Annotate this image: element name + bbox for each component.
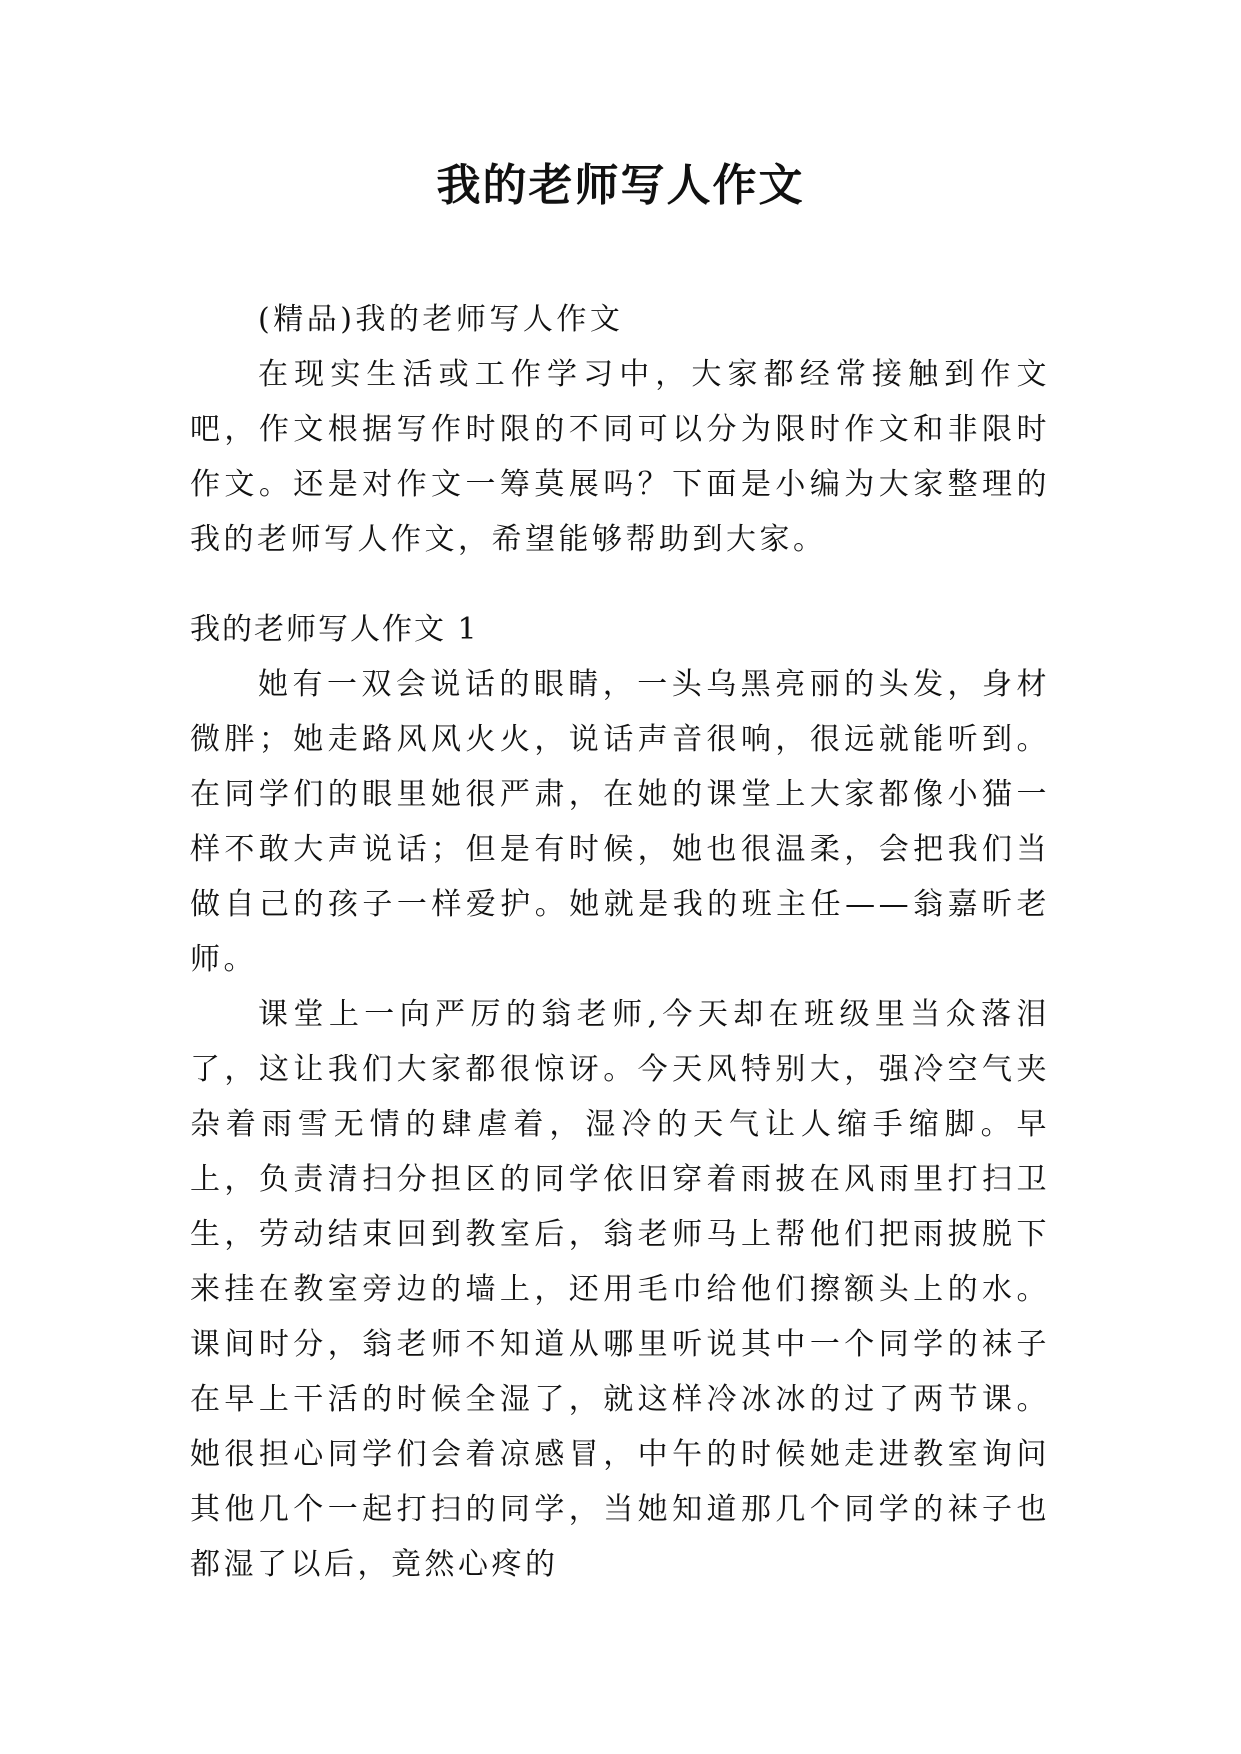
section-heading: 我的老师写人作文 1 xyxy=(190,612,479,647)
intro-paragraph: 在现实生活或工作学习中，大家都经常接触到作文吧，作文根据写作时限的不同可以分为限时作文和非限时作文。还是对作文一筹莫展吗？下面是小编为大家整理的我的老师写人作文，希望能够帮助到大家。 xyxy=(190,357,1050,557)
document-body xyxy=(190,292,1050,1592)
body-paragraph-2: 课堂上一向严厉的翁老师,今天却在班级里当众落泪了，这让我们大家都很惊讶。今天风特别大，强冷空气夹杂着雨雪无情的肆虐着，湿冷的天气让人缩手缩脚。早上，负责清扫分担区的同学依旧穿着雨披在风雨里打扫卫生，劳动结束回到教室后，翁老师马上帮他们把雨披脱下来挂在教室旁边的墙上，还用毛巾给他们擦额头上的水。课间时分，翁老师不知道从哪里听说其中一个同学的袜子在早上干活的时候全湿了，就这样冷冰冰的过了两节课。她很担心同学们会着凉感冒，中午的时候她走进教室询问其他几个一起打扫的同学，当她知道那几个同学的袜子也都湿了以后，竟然心疼的 xyxy=(190,997,1050,1582)
subtitle-line: (精品)我的老师写人作文 xyxy=(258,302,624,337)
body-paragraph-1: 她有一双会说话的眼睛，一头乌黑亮丽的头发，身材微胖；她走路风风火火，说话声音很响，很远就能听到。在同学们的眼里她很严肃，在她的课堂上大家都像小猫一样不敢大声说话；但是有时候，她也很温柔，会把我们当做自己的孩子一样爱护。她就是我的班主任——翁嘉昕老师。 xyxy=(190,667,1050,977)
document-title: 我的老师写人作文 xyxy=(436,160,805,211)
